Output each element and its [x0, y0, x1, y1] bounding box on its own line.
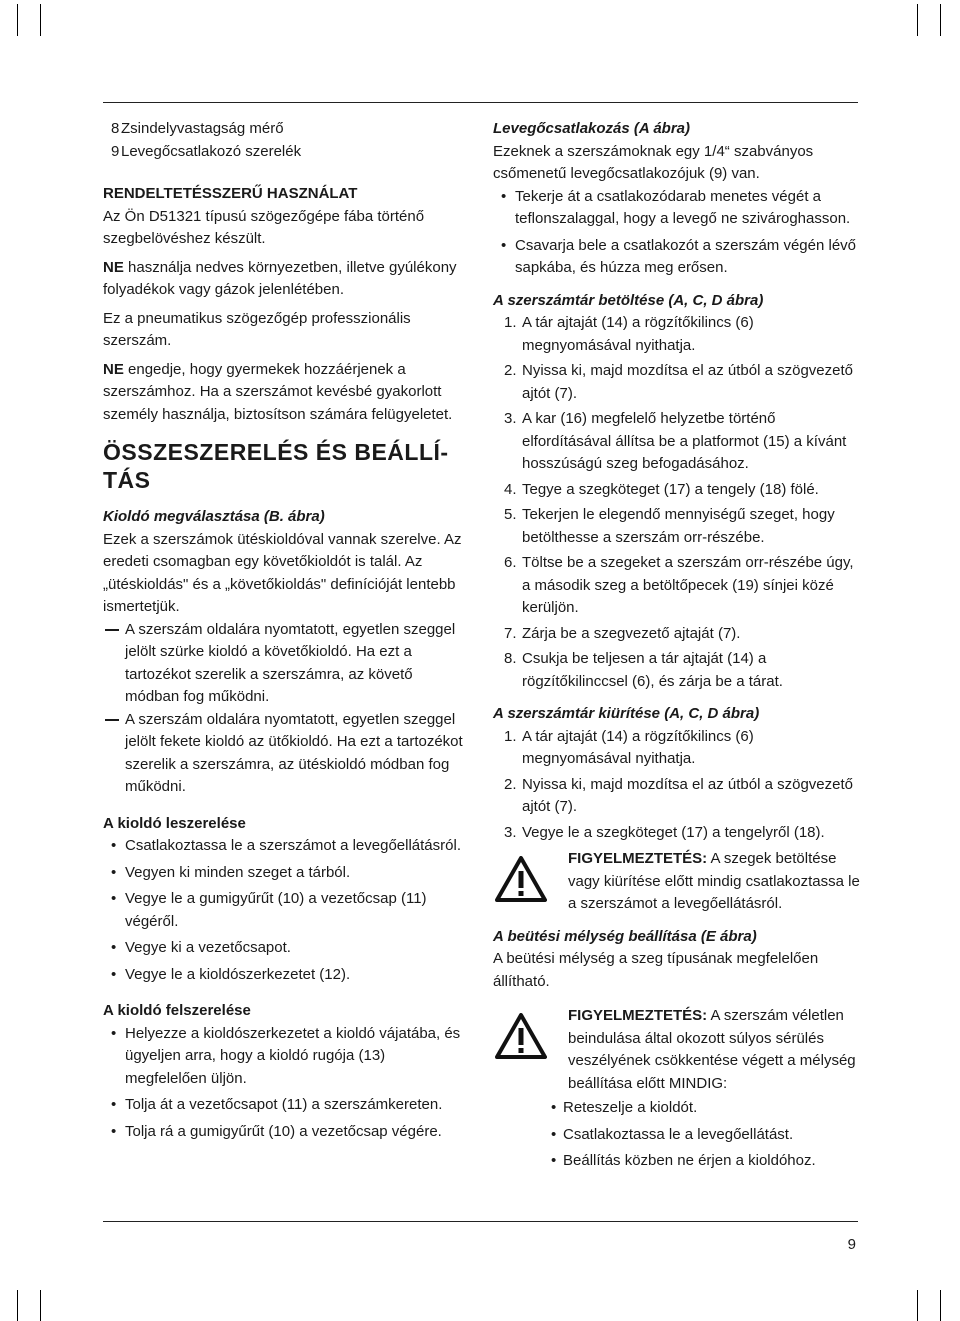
trigger-heading: Kioldó megválasztása (B. ábra) — [103, 508, 325, 525]
list-item: • Helyezze a kioldószerkezetet a kioldó vájatába, és ügyeljen arra, hogy a kioldó rugója (13) megfelelően üljön. — [103, 1023, 463, 1091]
numbered-item: 1. A tár ajtaját (14) a rögzítőkilincs (6) megnyomásával nyithatja. — [504, 314, 754, 354]
depth-paragraph: A beütési mélység a szeg típusának megfelelően állítható. — [493, 950, 819, 990]
removal-list — [103, 835, 463, 986]
parts-list — [103, 118, 463, 163]
list-item: • Vegye le a kioldószerkezetet (12). — [103, 964, 463, 987]
crop-mark — [917, 1290, 918, 1321]
intended-use-paragraph: NE engedje, hogy gyermekek hozzáérjenek a szerszámhoz. Ha a szerszámot kevésbé gyakorlott személy használja, biztosítson számára felügyeletet. — [103, 360, 453, 423]
load-list — [493, 312, 863, 693]
air-paragraph: Ezeknek a szerszámoknak egy 1/4“ szabványos csőmenetű levegőcsatlakozójuk (9) van. — [493, 142, 814, 182]
numbered-item: 1. A tár ajtaját (14) a rögzítőkilincs (6) megnyomásával nyithatja. — [504, 727, 754, 767]
list-item: • Tekerje át a csatlakozódarab menetes végét a teflonszalaggal, hogy a levegő ne szivároghasson. — [493, 186, 863, 231]
depth-heading: A beütési mélység beállítása (E ábra) — [493, 927, 757, 945]
dash-item: A szerszám oldalára nyomtatott, egyetlen szeggel jelölt szürke kioldó a követőkioldó. Ha ezt a tartozékot szerelik a szerszámra, az követő módban fog működni. — [103, 619, 463, 709]
numbered-item: 4. Tegye a szegköteget (17) a tengely (18) fölé. — [504, 480, 819, 498]
crop-mark — [40, 1290, 41, 1321]
header-rule — [103, 102, 858, 103]
intended-use-paragraph: Ez a pneumatikus szögezőgép professzionális szerszám. — [103, 309, 411, 349]
list-item: • Tolja rá a gumigyűrűt (10) a vezetőcsap végére. — [103, 1121, 463, 1144]
warning-box — [493, 1005, 863, 1095]
list-item: • Csatlakoztassa le a levegőellátást. — [551, 1125, 794, 1143]
warning-list — [493, 1097, 863, 1173]
numbered-item: 8. Csukja be teljesen a tár ajtaját (14) a rögzítőkilinccsel (6), és zárja be a tárat. — [504, 650, 783, 690]
numbered-item: 7. Zárja be a szegvezető ajtaját (7). — [504, 624, 741, 642]
parts-list-item: 9 Levegőcsatlakozó szerelék — [111, 142, 302, 160]
list-item: • Tolja át a vezetőcsapot (11) a szerszámkereten. — [103, 1094, 463, 1117]
intended-use-heading: RENDELTETÉSSZERŰ HASZNÁLAT — [103, 185, 358, 202]
trigger-dash-list — [103, 619, 463, 799]
load-heading: A szerszámtár betöltése (A, C, D ábra) — [493, 291, 764, 309]
warning-text: FIGYELMEZTETÉS: A szegek betöltése vagy kiürítése előtt mindig csatlakoztassa le a szerszámot a levegőellátásról. — [568, 850, 860, 912]
unload-heading: A szerszámtár kiürítése (A, C, D ábra) — [493, 705, 760, 722]
list-item: • Csavarja bele a csatlakozót a szerszám végén lévő sapkába, és húzza meg erősen. — [493, 235, 863, 280]
crop-mark — [940, 1290, 941, 1321]
install-heading: A kioldó felszerelése — [103, 1002, 251, 1019]
unload-list — [493, 726, 863, 845]
numbered-item: 5. Tekerjen le elegendő mennyiségű szeget, hogy betölthesse a szerszám orr-részébe. — [504, 506, 835, 546]
numbered-item: 3. Vegye le a szegköteget (17) a tengelyről (18). — [504, 823, 825, 841]
list-item: • Vegye le a gumigyűrűt (10) a vezetőcsap (11) végéről. — [103, 888, 463, 933]
crop-mark — [40, 4, 41, 36]
list-item: • Vegyen ki minden szeget a tárból. — [103, 862, 463, 885]
warning-triangle-icon — [495, 1013, 547, 1059]
crop-mark — [17, 1290, 18, 1321]
page-number: 9 — [847, 1236, 856, 1253]
list-item: • Beállítás közben ne érjen a kioldóhoz. — [551, 1152, 816, 1169]
left-column — [103, 118, 463, 1147]
removal-heading: A kioldó leszerelése — [103, 814, 246, 832]
crop-mark — [917, 4, 918, 36]
intended-use-paragraph: Az Ön D51321 típusú szögezőgépe fába történő szegbelövéshez készült. — [103, 207, 425, 247]
list-item: • Csatlakoztassa le a szerszámot a levegőellátásról. — [103, 835, 463, 858]
numbered-item: 6. Töltse be a szegeket a szerszám orr-részébe úgy, a második szeg a betöltőpecek (19) sínjei közé kerüljön. — [504, 554, 854, 616]
intended-use-paragraph: NE használja nedves környezetben, illetve gyúlékony folyadékok vagy gázok jelenlétében. — [103, 258, 457, 298]
list-item: • Vegye ki a vezetőcsapot. — [103, 937, 463, 960]
footer-rule — [103, 1221, 858, 1222]
crop-mark — [940, 4, 941, 36]
crop-mark — [17, 4, 18, 36]
air-heading: Levegőcsatlakozás (A ábra) — [493, 120, 691, 137]
numbered-item: 3. A kar (16) megfelelő helyzetbe történő elfordításával állítsa be a platformot (15) a kívánt hosszúságú szeg befogadásához. — [504, 410, 847, 472]
parts-list-item: 8 Zsindelyvastagság mérő — [111, 120, 284, 137]
assembly-heading: ÖSSZESZERELÉS ÉS BEÁLLÍ-TÁS — [103, 439, 449, 493]
numbered-item: 2. Nyissa ki, majd mozdítsa el az útból a szögvezető ajtót (7). — [504, 362, 853, 402]
right-column — [493, 118, 863, 1177]
install-list — [103, 1023, 463, 1144]
warning-box — [493, 848, 863, 916]
warning-triangle-icon — [495, 856, 547, 902]
air-list — [493, 186, 863, 280]
list-item: • Reteszelje a kioldót. — [551, 1099, 698, 1116]
dash-item: A szerszám oldalára nyomtatott, egyetlen szeggel jelölt fekete kioldó az ütőkioldó. Ha ezt a tartozékot szerelik a szerszámra, az ütéskioldó módban fog működni. — [103, 709, 463, 799]
numbered-item: 2. Nyissa ki, majd mozdítsa el az útból a szögvezető ajtót (7). — [504, 775, 853, 815]
trigger-paragraph: Ezek a szerszámok ütéskioldóval vannak szerelve. Az eredeti csomagban egy követőkioldót is talál. Az „ütéskioldás" és a „követőkioldás" definícióját lentebb ismertetjük. — [103, 530, 462, 615]
warning-text: FIGYELMEZTETÉS: A szerszám véletlen beindulása által okozott súlyos sérülés veszélyének csökkentése végett a mélység beállítása előtt MINDIG: — [568, 1007, 856, 1092]
